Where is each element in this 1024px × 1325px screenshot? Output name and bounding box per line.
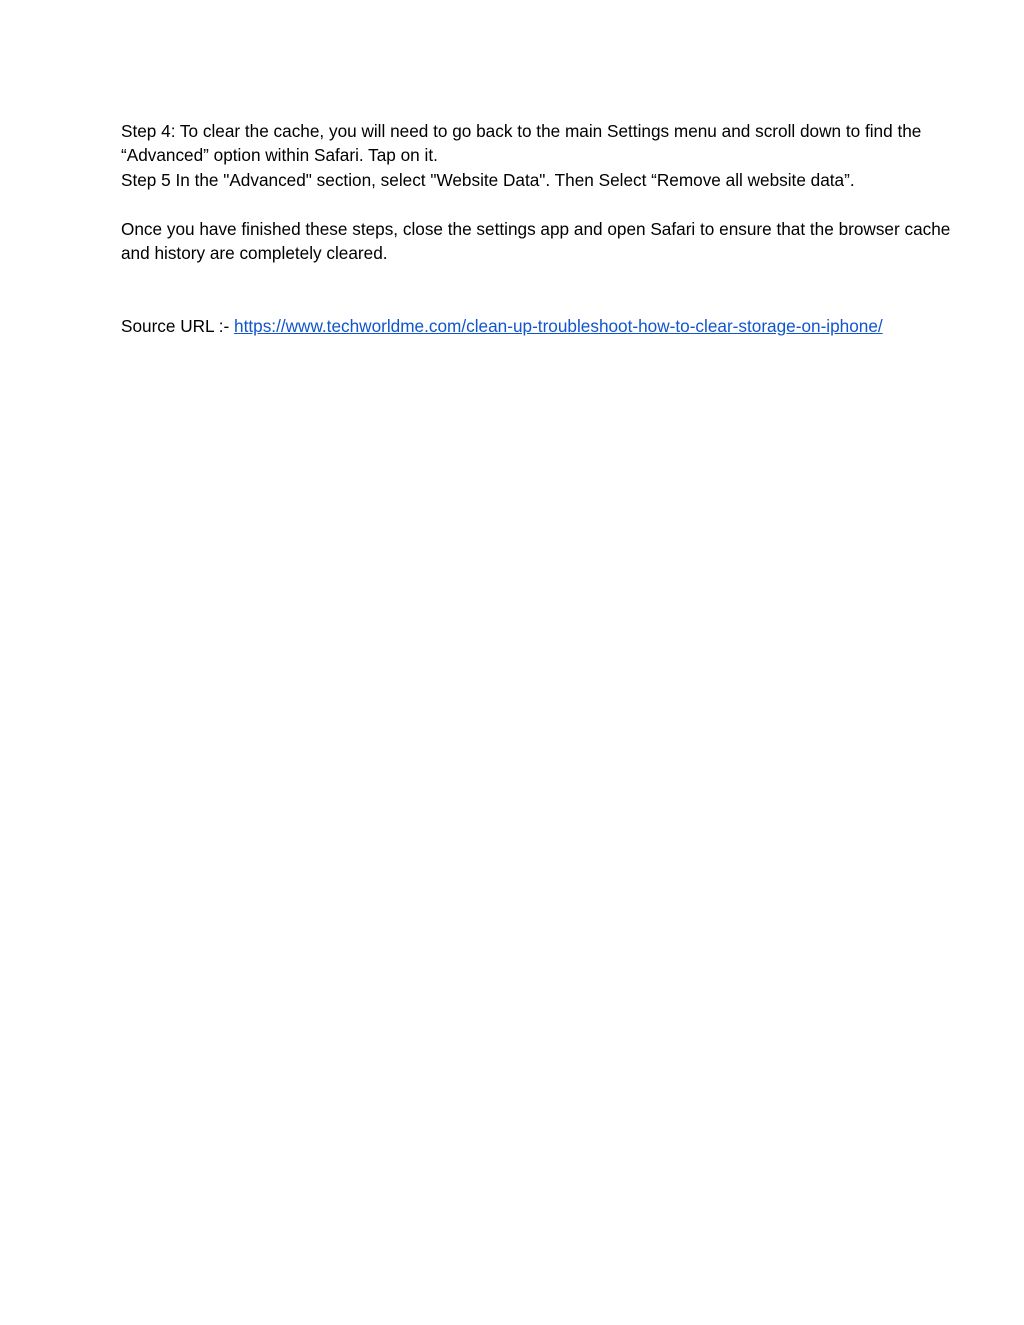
step-5-text: Step 5 In the "Advanced" section, select "Website Data". Then Select “Remove all website data”. — [121, 169, 855, 190]
document-body — [121, 119, 971, 339]
step-4-text: Step 4: To clear the cache, you will need to go back to the main Settings menu and scroll down to find the “Advanced” option within Safari. Tap on it. — [121, 121, 922, 166]
paragraph-spacer — [121, 192, 971, 216]
source-line — [121, 314, 971, 338]
source-url-link[interactable]: https://www.techworldme.com/clean-up-troubleshoot-how-to-clear-storage-on-iphone/ — [234, 316, 883, 337]
source-label: Source URL :- — [121, 316, 235, 337]
closing-paragraph: Once you have finished these steps, close the settings app and open Safari to ensure that the browser cache and history are completely cleared. — [121, 218, 951, 264]
paragraph-spacer — [121, 265, 971, 314]
